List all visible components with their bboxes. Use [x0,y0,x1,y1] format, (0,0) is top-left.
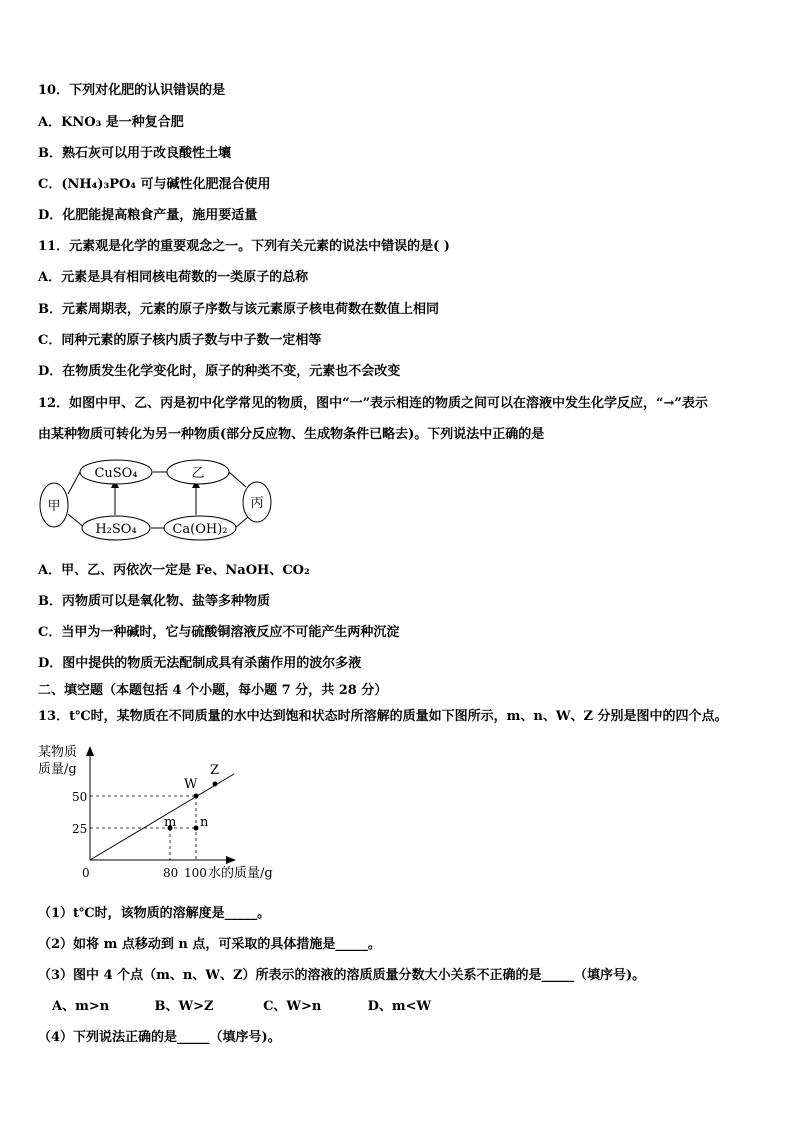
solubility-graph [36,740,296,889]
origin-label: 0 [82,866,90,880]
y-axis-label-2: 质量/g [38,762,77,777]
q13-stem: 13．t℃时，某物质在不同质量的水中达到饱和状态时所溶解的质量如下图所示，m、n、W、Z 分别是图中的四个点。 [38,709,728,724]
point-z-label: Z [210,763,220,778]
q13-part3-choices [52,999,431,1015]
point-n [194,826,199,831]
q13-part2: （2）如将 m 点移动到 n 点，可采取的具体措施是_____。 [38,937,381,952]
y-axis-arrow [86,746,94,756]
point-z [213,782,218,787]
q12-option-d: D．图中提供的物质无法配制成具有杀菌作用的波尔多液 [38,656,362,671]
q11-stem: 11．元素观是化学的重要观念之一。下列有关元素的说法中错误的是( ) [38,239,450,254]
q12-option-a: A．甲、乙、丙依次一定是 Fe、NaOH、CO₂ [38,563,310,578]
choice-a: A、m>n [52,999,110,1014]
q12-option-c: C．当甲为一种碱时，它与硫酸铜溶液反应不可能产生两种沉淀 [38,625,400,640]
node-cuso4-label: CuSO₄ [94,466,138,481]
y-axis-label-1: 某物质 [38,745,78,760]
q13-part3: （3）图中 4 个点（m、n、W、Z）所表示的溶液的溶质质量分数大小关系不正确的是_____（填序号)。 [38,968,646,983]
node-jia-label: 甲 [47,499,61,514]
node-caoh2-label: Ca(OH)₂ [172,522,228,537]
x-axis-label: 水的质量/g [208,866,273,881]
q11-option-a: A．元素是具有相同核电荷数的一类原子的总称 [38,270,309,285]
point-w [194,794,199,799]
node-bing-label: 丙 [250,496,264,511]
point-n-label: n [200,815,209,830]
x-tick-80: 80 [163,866,179,880]
section-heading: 二、填空题（本题包括 4 个小题，每小题 7 分，共 28 分） [38,683,388,698]
choice-b: B、W>Z [154,999,214,1014]
choice-d: D、m<W [367,999,432,1014]
q10-stem: 10．下列对化肥的认识错误的是 [38,83,226,98]
q11-option-c: C．同种元素的原子核内质子数与中子数一定相等 [38,333,322,348]
choice-c: C、W>n [263,999,322,1014]
node-h2so4-label: H₂SO₄ [95,522,137,537]
q13-part1: （1）t℃时，该物质的溶解度是_____。 [38,906,271,921]
point-m-label: m [164,815,177,830]
q10-option-a: A．KNO₃ 是一种复合肥 [38,115,184,130]
node-yi-label: 乙 [191,466,205,481]
x-tick-100: 100 [184,866,207,880]
data-line [90,774,234,860]
reaction-diagram [38,452,278,550]
q12-stem-line2: 由某种物质可转化为另一种物质(部分反应物、生成物条件已略去)。下列说法中正确的是 [38,427,545,442]
q11-option-d: D．在物质发生化学变化时，原子的种类不变，元素也不会改变 [38,364,401,379]
point-w-label: W [184,777,198,792]
q10-option-c: C．(NH₄)₃PO₄ 可与碱性化肥混合使用 [38,177,271,192]
q12-option-b: B．丙物质可以是氧化物、盐等多种物质 [38,594,270,609]
q10-option-d: D．化肥能提高粮食产量，施用要适量 [38,208,258,223]
q12-stem-line1: 12．如图中甲、乙、丙是初中化学常见的物质，图中“一”表示相连的物质之间可以在溶液中发生化学反应，“→”表示 [38,396,708,411]
q10-option-b: B．熟石灰可以用于改良酸性土壤 [38,146,231,161]
y-tick-50: 50 [72,790,88,804]
y-tick-25: 25 [72,822,88,836]
q11-option-b: B．元素周期表，元素的原子序数与该元素原子核电荷数在数值上相同 [38,302,439,317]
q13-part4: （4）下列说法正确的是_____（填序号)。 [38,1030,281,1045]
x-axis-arrow [226,856,236,864]
